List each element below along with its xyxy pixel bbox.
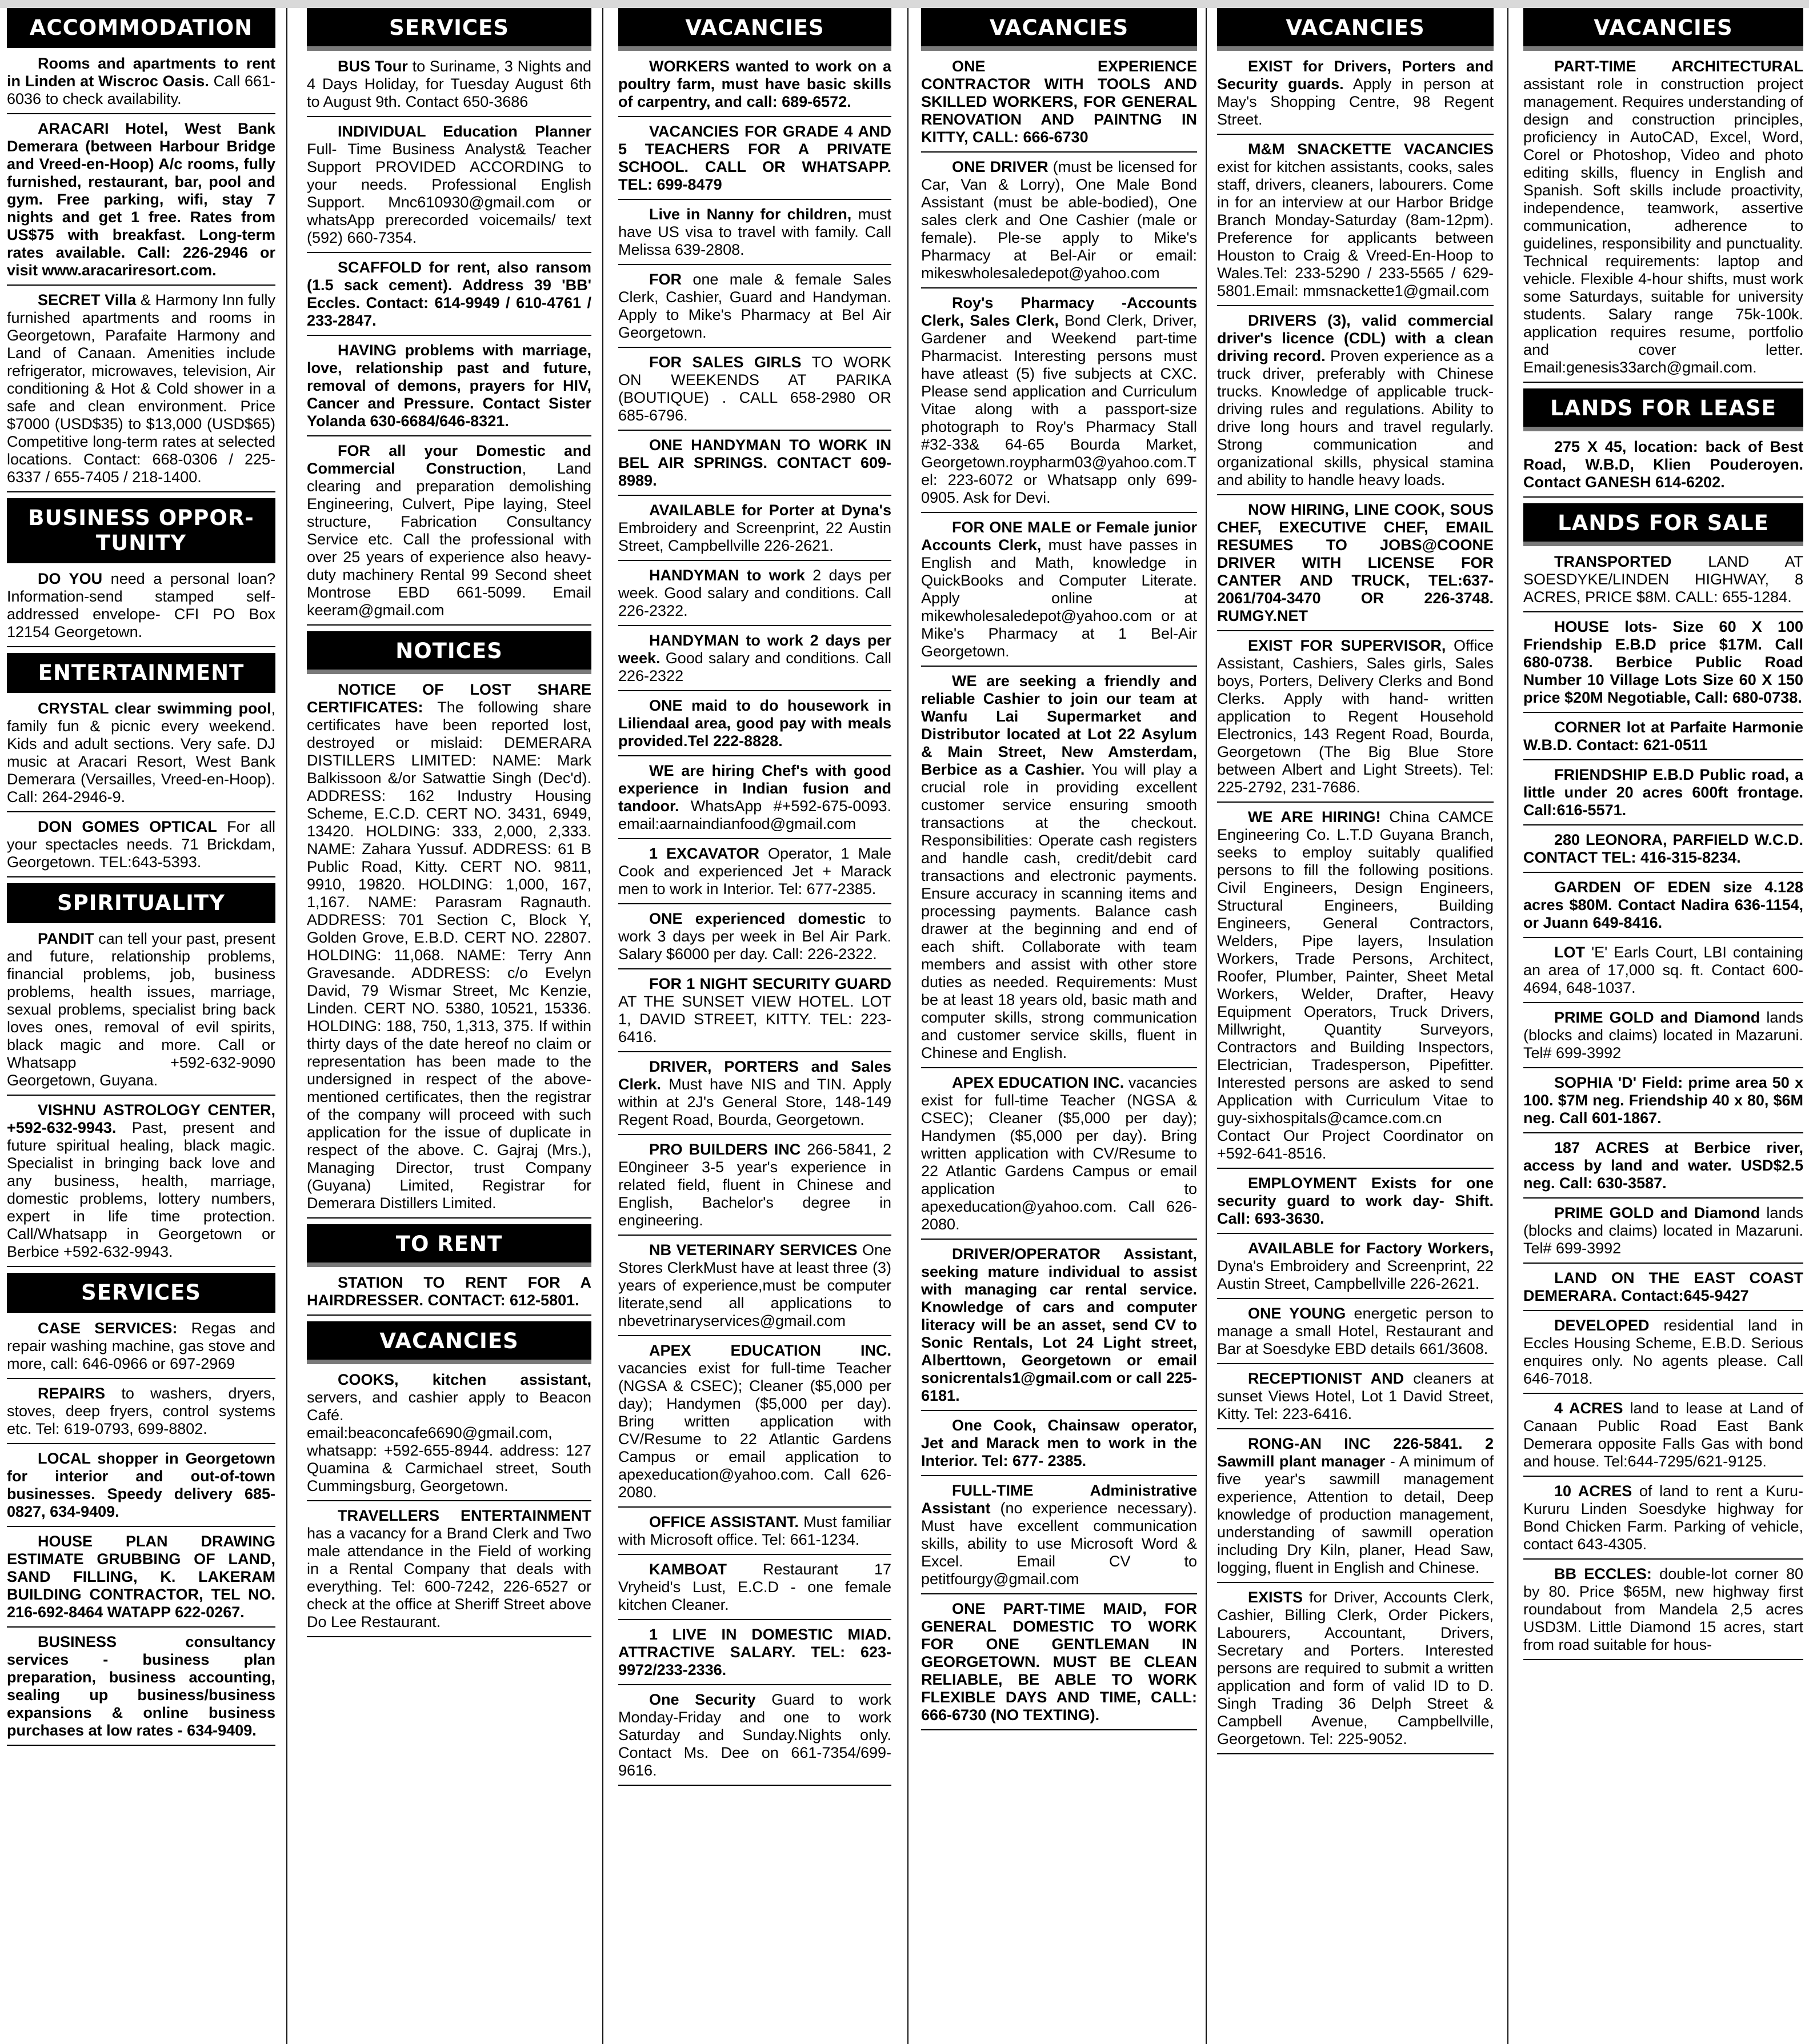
classified-ad <box>1217 58 1494 135</box>
ad-lead: BB ECCLES: <box>1554 1565 1652 1582</box>
ad-lead: DRIVER, PORTERS and Sales Clerk. <box>618 1058 891 1093</box>
classified-ad <box>618 58 891 117</box>
ad-lead: PANDIT <box>38 930 94 947</box>
classified-ad <box>1523 1565 1803 1660</box>
classified-ad <box>1523 1269 1803 1311</box>
classified-ad <box>921 294 1197 513</box>
section-header: VACANCIES <box>1217 8 1494 51</box>
section-header: LANDS FOR SALE <box>1523 503 1803 546</box>
classified-ad <box>618 1626 891 1685</box>
classified-ad <box>921 1074 1197 1240</box>
ad-body: Must familiar with Microsoft office. Tel: 661-1234. <box>618 1513 891 1548</box>
classified-ad <box>1523 1204 1803 1264</box>
ad-body: , family fun & picnic every weekend. Kids and adult sections. Very safe. DJ music at Aracari Resort, West Bank Demerara (Versailles, Vreed-en-Hoop). Call: 264-2946-9. <box>7 700 275 805</box>
classified-ad <box>618 271 891 348</box>
column-1 <box>7 8 275 2044</box>
ad-body: of land to rent a Kuru-Kururu Linden Soesdyke highway for Bond Chicken Farm. Parking of vehicle, contact 643-4305. <box>1523 1482 1803 1553</box>
ad-lead: COOKS, kitchen assistant, <box>338 1371 591 1388</box>
ad-lead: HANDYMAN to work <box>649 567 805 584</box>
ad-lead: INDIVIDUAL Education Planner <box>338 123 591 140</box>
classified-ad <box>618 1241 891 1336</box>
classified-ad <box>618 845 891 904</box>
ad-lead: WORKERS wanted to work on a poultry farm, must have basic skills of carpentry, and call: 689-6572. <box>618 58 891 110</box>
classified-ad <box>618 910 891 969</box>
ad-lead: One Security <box>649 1691 756 1708</box>
ad-lead: ONE YOUNG <box>1248 1305 1346 1322</box>
ad-body: need a personal loan? Information-send stamped self-addressed envelope- CFI PO Box 12154 Georgetown. <box>7 570 275 640</box>
section-header: VACANCIES <box>307 1321 591 1364</box>
ad-lead: PRIME GOLD and Diamond <box>1554 1204 1760 1221</box>
ad-lead: HOUSE lots- Size 60 X 100 Friendship E.B.D price $17M. Call 680-0738. Berbice Public Road Number 10 Village Lots Size 60 X 150 price $20M Negotiable, Call: 680-0738. <box>1523 618 1803 706</box>
ad-body: Operator, 1 Male Cook and experienced Jet + Marack men to work in Interior. Tel: 677-2385. <box>618 845 891 897</box>
ad-body: 266-5841, 2 E0ngineer 3-5 year's experience in related field, fluent in Chinese and English, Bachelor's degree in engineering. <box>618 1141 891 1229</box>
section-header: VACANCIES <box>1523 8 1803 51</box>
ad-body: Office Assistant, Cashiers, Sales girls, Sales boys, Porters, Delivery Clerks and Bond Clerks. Apply with hand- written application to Regent Household Electronics, 143 Regent Road, Bourda, Georgetown (The Big Blue Store between Albert and Light Streets). Tel: 225-2792, 231-7686. <box>1217 637 1494 796</box>
ad-body: exist for kitchen assistants, cooks, sales staff, drivers, cleaners, labourers. Come in for an interview at our Harbor Bridge Branch Monday-Saturday (8am-12pm). Preference for applicants between Houston to Craig & Vreed-En-Hoop to Wales.Tel: 233-5290 / 233-5565 / 629-5801.Email: mmsnackette1@gmail.com <box>1217 158 1494 299</box>
classified-ad <box>7 55 275 114</box>
classified-ad <box>7 1101 275 1267</box>
ad-lead: CORNER lot at Parfaite Harmonie W.B.D. Contact: 621-0511 <box>1523 719 1803 754</box>
ad-lead: FULL-TIME Administrative Assistant <box>921 1482 1197 1517</box>
classified-ad <box>618 354 891 431</box>
column-divider <box>1206 8 1207 2044</box>
section-header: VACANCIES <box>618 8 891 51</box>
ad-body: must have passes in English and Math, knowledge in QuickBooks and Computer Literate. Apply online at mikewholesaledepot@yahoo.com or at Mike's Pharmacy at 1 Bel-Air Georgetown. <box>921 536 1197 660</box>
classified-ad <box>618 1513 891 1555</box>
ad-body: Proven experience as a truck driver, preferably with Chinese trucks. Knowledge of applicable truck-driving rules and regulations. Ability to drive long hours and travel regularly. Strong communication and organizational skills, physical stamina and ability to handle heavy loads. <box>1217 347 1494 488</box>
top-border <box>0 0 1809 8</box>
classified-ad <box>7 818 275 877</box>
ad-lead: NB VETERINARY SERVICES <box>649 1241 858 1259</box>
ad-lead: HANDYMAN to work 2 days per week. <box>618 632 891 667</box>
classified-ad <box>618 436 891 496</box>
ad-lead: SECRET Villa <box>38 291 137 308</box>
ad-lead: AVAILABLE for Factory Workers, <box>1248 1240 1494 1257</box>
section-header: NOTICES <box>307 631 591 674</box>
classified-ad <box>1523 58 1803 383</box>
ad-lead: ONE DRIVER <box>952 158 1048 175</box>
classified-ad <box>1217 312 1494 495</box>
ad-lead: BUS Tour <box>338 58 408 75</box>
ad-lead: PRO BUILDERS INC <box>649 1141 801 1158</box>
ad-lead: VISHNU ASTROLOGY CENTER, +592-632-9943. <box>7 1101 275 1136</box>
ad-body: for Driver, Accounts Clerk, Cashier, Billing Clerk, Order Pickers, Labourers, Accountant, Drivers, Secretary and Porters. Interested persons are required to submit a written application and form of valid ID to D. Singh Trading 36 Delph Street & Campbell Avenue, Campbellville, Georgetown. Tel: 225-9052. <box>1217 1589 1494 1748</box>
ad-lead: DRIVERS (3), valid commercial driver's licence (CDL) with a clean driving record. <box>1217 312 1494 364</box>
ad-lead: 280 LEONORA, PARFIELD W.C.D. CONTACT TEL: 416-315-8234. <box>1523 831 1803 866</box>
classified-ad <box>1217 637 1494 803</box>
ad-lead: Roy's Pharmacy -Accounts Clerk, Sales Clerk, <box>921 294 1197 329</box>
ad-lead: M&M SNACKETTE VACANCIES <box>1248 141 1494 158</box>
ad-body: 2 days per week. Good salary and conditions. Call 226-2322. <box>618 567 891 619</box>
classified-ad <box>921 1245 1197 1411</box>
classified-ad <box>7 1533 275 1628</box>
column-2 <box>307 8 591 2044</box>
ad-body: lands (blocks and claims) located in Mazaruni. Tel# 699-3992 <box>1523 1009 1803 1061</box>
classified-ad <box>307 58 591 117</box>
classified-ad <box>1523 1400 1803 1477</box>
column-4 <box>921 8 1197 2044</box>
classified-ad <box>1523 1009 1803 1068</box>
ad-lead: TRANSPORTED <box>1554 553 1672 570</box>
classified-ad <box>1523 438 1803 498</box>
classified-ad <box>1523 1139 1803 1199</box>
ad-lead: EMPLOYMENT Exists for one security guard to work day- Shift. Call: 693-3630. <box>1217 1175 1494 1227</box>
classified-ad <box>307 442 591 626</box>
ad-lead: CASE SERVICES: <box>38 1320 178 1337</box>
ad-lead: GARDEN OF EDEN size 4.128 acres $80M. Contact Nadira 636-1154, or Juann 649-8416. <box>1523 879 1803 931</box>
ad-body: Regas and repair washing machine, gas stove and more, call: 646-0966 or 697-2969 <box>7 1320 275 1372</box>
ad-lead: FOR 1 NIGHT SECURITY GUARD <box>649 975 891 992</box>
classified-ad <box>1523 553 1803 612</box>
ad-lead: Rooms and apartments to rent in Linden at Wiscroc Oasis. <box>7 55 275 90</box>
classified-ad <box>307 123 591 253</box>
section-header: SERVICES <box>7 1273 275 1313</box>
classified-ad <box>618 975 891 1052</box>
ad-lead: SOPHIA 'D' Field: prime area 50 x 100. $7M neg. Friendship 40 x 80, $6M neg. Call 601-1867. <box>1523 1074 1803 1127</box>
ad-body: AT THE SUNSET VIEW HOTEL. LOT 1, DAVID STREET, KITTY. TEL: 223-6416. <box>618 993 891 1045</box>
column-divider <box>907 8 908 2044</box>
classified-ad <box>618 123 891 200</box>
ad-body: & Harmony Inn fully furnished apartments and rooms in Georgetown, Parafaite Harmony and Land of Canaan. Amenities include refrigerator, microwaves, television, Air conditioning & Hot & Cold shower in a safe and clean environment. Price $7000 (USD$35) to $13,000 (USD$65) Competitive long-term rates at selected locations. Contact: 668-0306 / 225-6337 / 655-7405 / 218-1400. <box>7 291 275 486</box>
classified-ad <box>618 632 891 691</box>
ad-lead: 1 EXCAVATOR <box>649 845 759 862</box>
classified-ad <box>7 1385 275 1444</box>
classified-ad <box>307 259 591 336</box>
section-header: ENTERTAINMENT <box>7 653 275 693</box>
ad-body: to Suriname, 3 Nights and 4 Days Holiday, for Tuesday August 6th to August 9th. Contact 650-3686 <box>307 58 591 110</box>
classified-ad <box>618 567 891 626</box>
ad-body: cleaners at sunset Views Hotel, Lot 1 David Street, Kitty. Tel: 223-6416. <box>1217 1370 1494 1422</box>
ad-lead: 275 X 45, location: back of Best Road, W.B.D, Klien Pouderoyen. Contact GANESH 614-6202. <box>1523 438 1803 491</box>
classified-ad <box>1217 1175 1494 1234</box>
ad-lead: NOTICE OF LOST SHARE CERTIFICATES: <box>307 681 591 716</box>
classified-ad <box>307 1507 591 1637</box>
classified-ad <box>921 158 1197 288</box>
ad-lead: LOT <box>1554 944 1585 961</box>
ad-body: Apply in person at May's Shopping Centre, 98 Regent Street. <box>1217 75 1494 128</box>
classified-ad <box>1523 1074 1803 1133</box>
classified-ad <box>7 930 275 1096</box>
ad-lead: RONG-AN INC 226-5841. 2 Sawmill plant manager <box>1217 1435 1494 1470</box>
ad-lead: ONE PART-TIME MAID, FOR GENERAL DOMESTIC TO WORK FOR ONE GENTLEMAN IN GEORGETOWN. MUST BE CLEAN RELIABLE, BE ABLE TO WORK FLEXIBLE DAYS AND TIME, CALL: 666-6730 (NO TEXTING). <box>921 1600 1197 1724</box>
ad-body: one male & female Sales Clerk, Cashier, Guard and Handyman. Apply to Mike's Pharmacy at Bel Air Georgetown. <box>618 271 891 341</box>
classified-ad <box>1523 879 1803 938</box>
ad-body: Full- Time Business Analyst& Teacher Support PROVIDED ACCORDING to your needs. Professional English Support. Mnc610930@gmail.com or whatsApp prerecorded voicemails/ text (592) 660-7354. <box>307 141 591 246</box>
classified-ad <box>1217 808 1494 1169</box>
section-header: LANDS FOR LEASE <box>1523 388 1803 431</box>
ad-lead: WE are seeking a friendly and reliable Cashier to join our team at Wanfu Lai Supermarket and Distributor located at Lot 22 Asylum & Main Street, New Amsterdam, Berbice as a Cashier. <box>921 672 1197 778</box>
classified-ad <box>1217 1589 1494 1754</box>
ad-body: to work 3 days per week in Bel Air Park. Salary $6000 per day. Call: 226-2322. <box>618 910 891 963</box>
ad-body: Restaurant 17 Vryheid's Lust, E.C.D - one female kitchen Cleaner. <box>618 1561 891 1613</box>
classified-ad <box>307 681 591 1219</box>
ad-lead: KAMBOAT <box>649 1561 727 1578</box>
ad-body: The following share certificates have been reported lost, destroyed or mislaid: DEMERARA DISTILLERS LIMITED: NAME: Mark Balkissoon &/or Satwattie Singh (Dec'd). ADDRESS: 162 Industry Housing Scheme, E.C.D. CERT NO. 3431, 6949, 13420. HOLDING: 333, 2,000, 2,333. NAME: Zahara Yussuf. ADDRESS: 61 B Public Road, Kitty. CERT NO. 9811, 9910, 19820. HOLDING: 1,000, 167, 1,167. NAME: Parasram Ragnauth. ADDRESS: 701 Section C, Block Y, Golden Grove, E.B.D. CERT NO. 22807. HOLDING: 11,068. NAME: Terry Ann Gravesande. ADDRESS: c/o Evelyn David, 79 Wismar Street, Mc Kenzie, Linden. CERT NO. 5380, 10521, 15336. HOLDING: 188, 750, 1,313, 375. If within thirty days of the date hereof no claim or representation has been made to the undersigned in respect of the above-mentioned certificates, then the registrar of the company will proceed with such application for the issue of duplicate in respect of the above. C. Gajraj (Mrs.), Managing Director, trust Company (Guyana) Limited, Registrar for Demerara Distillers Limited. <box>307 699 591 1212</box>
classified-ad <box>1217 1305 1494 1364</box>
ad-lead: BUSINESS consultancy services - business plan preparation, business accounting, sealing up business/business expansions & online business purchases at low rates - 634-9409. <box>7 1633 275 1739</box>
classified-ad <box>1523 1482 1803 1560</box>
ad-lead: RECEPTIONIST AND <box>1248 1370 1404 1387</box>
classified-ad <box>618 697 891 756</box>
ad-lead: WE ARE HIRING! <box>1248 808 1381 825</box>
classified-ad <box>618 762 891 839</box>
ad-body: residential land in Eccles Housing Scheme, E.B.D. Serious enquires only. No agents please. Call 646-7018. <box>1523 1317 1803 1387</box>
classified-ad <box>618 1561 891 1620</box>
classified-ad <box>921 519 1197 667</box>
classified-ad <box>921 672 1197 1068</box>
classified-ad <box>1523 944 1803 1003</box>
ad-body: has a vacancy for a Brand Clerk and Two male attendance in the Field of working in a Rental Company that deals with everything. Tel: 600-7242, 226-6527 or check at the office at Sheriff Street above Do Lee Restaurant. <box>307 1525 591 1630</box>
classified-ad <box>7 1633 275 1746</box>
ad-body: , Land clearing and preparation demolishing Engineering, Culvert, Pipe laying, Steel structure, Fabrication Consultancy Service etc. Call the professional with over 25 years of experience also heavy-duty machinery Rental 99 Second sheet Montrose EBD 661-5099. Email keeram@gmail.com <box>307 460 591 619</box>
classified-ad <box>7 1320 275 1379</box>
ad-lead: SCAFFOLD for rent, also ransom (1.5 sack cement). Address 39 'BB' Eccles. Contact: 614-9949 / 610-4761 / 233-2847. <box>307 259 591 329</box>
ad-body: must have US visa to travel with family. Call Melissa 639-2808. <box>618 206 891 258</box>
column-5 <box>1217 8 1494 2044</box>
classified-ad <box>307 342 591 436</box>
ad-body: For all your spectacles needs. 71 Brickdam, Georgetown. TEL:643-5393. <box>7 818 275 871</box>
ad-lead: LOCAL shopper in Georgetown for interior and out-of-town businesses. Speedy delivery 685-0827, 634-9409. <box>7 1450 275 1520</box>
ad-body: lands (blocks and claims) located in Mazaruni. Tel# 699-3992 <box>1523 1204 1803 1257</box>
ad-lead: REPAIRS <box>38 1385 106 1402</box>
ad-body: land to lease at Land of Canaan Public Road East Bank Demerara opposite Falls Gas with bond and house. Tel:644-7295/621-9125. <box>1523 1400 1803 1470</box>
classified-ad <box>618 206 891 265</box>
ad-lead: HOUSE PLAN DRAWING ESTIMATE GRUBBING OF LAND, SAND FILLING, K. LAKERAM BUILDING CONTRACTOR, TEL NO. 216-692-8464 WATAPP 622-0267. <box>7 1533 275 1621</box>
classified-ad <box>7 700 275 812</box>
ad-body: LAND AT SOESDYKE/LINDEN HIGHWAY, 8 ACRES, PRICE $8M. CALL: 655-1284. <box>1523 553 1803 606</box>
classified-ad <box>307 1274 591 1316</box>
ad-body: assistant role in construction project management. Requires understanding of design and construction principles, proficiency in AutoCAD, Excel, Word, Corel or Photoshop, Video and photo editing skills, fluency in English and Spanish. Soft skills include proactivity, independence, teamwork, assertive communication, adherence to guidelines, responsibility and punctuality. Technical requirements: laptop and vehicle. Flexible 4-hour shifts, must work some Saturdays, suitable for university students. Salary range 75k-100k. application requires resume, portfolio and cover letter. Email:genesis33arch@gmail.com. <box>1523 75 1803 376</box>
ad-body: (must be licensed for Car, Van & Lorry), One Male Bond Assistant (must be able-bodied), One sales clerk and One Cashier (male or female). Ple-se apply to Mike's Pharmacy at Bel-Air or email: mikeswholesaledepot@yahoo.com <box>921 158 1197 282</box>
ad-body: vacancies exist for full-time Teacher (NGSA & CSEC); Cleaner ($5,000 per day); Handymen ($5,000 per day). Bring written application with CV/Resume to 22 Atlantic Gardens Campus or email application to apexeducation@yahoo.com. Call 626-2080. <box>921 1074 1197 1233</box>
column-divider <box>602 8 603 2044</box>
classified-ad <box>1217 1435 1494 1583</box>
section-header: VACANCIES <box>921 8 1197 51</box>
section-header: TO RENT <box>307 1224 591 1267</box>
ad-lead: PRIME GOLD and Diamond <box>1554 1009 1760 1026</box>
classified-ad <box>307 1371 591 1501</box>
classified-ad <box>921 1600 1197 1730</box>
column-6 <box>1523 8 1803 2044</box>
ad-lead: EXIST FOR SUPERVISOR, <box>1248 637 1446 654</box>
classified-ad <box>921 1417 1197 1476</box>
ad-body: 'E' Earls Court, LBI containing an area of 17,000 sq. ft. Contact 600-4694, 648-1037. <box>1523 944 1803 996</box>
ad-body: WhatsApp #+592-675-0093. email:aarnaindianfood@gmail.com <box>618 797 891 832</box>
ad-lead: FOR all your Domestic and Commercial Construction <box>307 442 591 477</box>
classified-ad <box>921 1482 1197 1594</box>
classified-ad <box>7 291 275 492</box>
ad-lead: 1 LIVE IN DOMESTIC MIAD. ATTRACTIVE SALARY. TEL: 623-9972/233-2336. <box>618 1626 891 1678</box>
classified-ad <box>618 1058 891 1135</box>
ad-body: Guard to work Monday-Friday and one to work Saturday and Sunday.Nights only. Contact Ms. Dee on 661-7354/699-9616. <box>618 1691 891 1779</box>
ad-lead: ONE maid to do housework in Liliendaal area, good pay with meals provided.Tel 222-8828. <box>618 697 891 750</box>
ad-body: You will play a crucial role in providing excellent customer service ensuring smooth transactions at the checkout. Responsibilities: Operate cash registers and handle cash, credit/debit card transactions and electronic payments. Ensure accuracy in scanning items and processing payments. Balance cash drawer at the beginning and end of each shift. Collaborate with team members and assist with other store duties as needed. Requirements: Must be at least 18 years old, basic math and computer skills, strong communication and customer service skills, fluent in Chinese and English. <box>921 761 1197 1061</box>
ad-lead: FOR <box>649 271 682 288</box>
ad-lead: ONE HANDYMAN TO WORK IN BEL AIR SPRINGS. CONTACT 609-8989. <box>618 436 891 489</box>
ad-body: (no experience necessary). Must have excellent communication skills, ability to use Microsoft Word & Excel. Email CV to petitfourgy@gmail.com <box>921 1500 1197 1588</box>
ad-lead: FOR ONE MALE or Female junior Accounts Clerk, <box>921 519 1197 554</box>
ad-body: to washers, dryers, stoves, deep fryers, control systems etc. Tel: 619-0793, 699-8802. <box>7 1385 275 1437</box>
classified-ad <box>1523 618 1803 713</box>
ad-body: One Stores ClerkMust have at least three (3) years of experience,must be computer literate,send all applications to nbevetrinaryservices@gmail.com <box>618 1241 891 1329</box>
ad-lead: 187 ACRES at Berbice river, access by land and water. USD$2.5 neg. Call: 630-3587. <box>1523 1139 1803 1192</box>
ad-lead: EXISTS <box>1248 1589 1303 1606</box>
ad-lead: 10 ACRES <box>1554 1482 1632 1500</box>
ad-body: China CAMCE Engineering Co. L.T.D Guyana Branch, seeks to employ suitably qualified persons to fill the following positions. Civil Engineers, Design Engineers, Structural Engineers, Building Engineers, General Contractors, Welders, Pipe layers, Insulation Workers, Trade Persons, Architect, Roofer, Plumber, Painter, Sheet Metal Workers, Welder, Drafter, Heavy Equipment Operators, Truck Drivers, Millwright, Quantity Surveyors, Contractors and Building Inspectors, Electrician, Tradesperson, Pipefitter. Interested persons are asked to send Application with Curriculum Vitae to guy-sixhospitals@camce.com.cn Contact Our Project Coordinator on +592-641-8516. <box>1217 808 1494 1162</box>
ad-body: Must have NIS and TIN. Apply within at 2J's General Store, 148-149 Regent Road, Bourda, Georgetown. <box>618 1076 891 1128</box>
ad-lead: APEX EDUCATION INC. <box>649 1342 891 1359</box>
classified-ad <box>1217 501 1494 631</box>
classified-ad <box>618 1141 891 1236</box>
ad-lead: DON GOMES OPTICAL <box>38 818 217 835</box>
ad-body: Good salary and conditions. Call 226-2322 <box>618 650 891 684</box>
classified-ad <box>1217 1370 1494 1429</box>
ad-lead: DEVELOPED <box>1554 1317 1650 1334</box>
column-divider <box>286 8 287 2044</box>
classified-ad <box>7 1450 275 1527</box>
ad-lead: HAVING problems with marriage, love, relationship past and future, removal of demons, prayers for HIV, Cancer and Pressure. Contact Sister Yolanda 630-6684/646-8321. <box>307 342 591 430</box>
ad-body: Call 661-6036 to check availability. <box>7 73 275 107</box>
section-header: ACCOMMODATION <box>7 8 275 48</box>
ad-lead: STATION TO RENT FOR A HAIRDRESSER. CONTACT: 612-5801. <box>307 1274 591 1309</box>
ad-lead: DRIVER/OPERATOR Assistant, seeking mature individual to assist with managing car rental service. Knowledge of cars and computer literacy will be an asset, send CV to Sonic Rentals, Lot 24 Light street, Alberttown, Georgetown or email sonicrentals1@gmail.com or call 225-6181. <box>921 1245 1197 1404</box>
section-header: BUSINESS OPPOR-TUNITY <box>7 498 275 563</box>
ad-body: Dyna's Embroidery and Screenprint, 22 Austin Street, Campbellville 226-2621. <box>1217 1257 1494 1292</box>
ad-body: Bond Clerk, Driver, Gardener and Weekend part-time Pharmacist. Interesting persons must have atleast (5) five subjects at CXC. Please send application and Curriculum Vitae along with a passport-size photograph to Roy's Pharmacy Stall #32-33& 64-65 Bourda Market, Georgetown.roypharm03@yahoo.com.Tel: 223-6072 or Whatsapp only 699-0905. Ask for Devi. <box>921 312 1197 506</box>
classified-ad <box>618 502 891 561</box>
column-divider <box>1507 8 1508 2044</box>
ad-lead: ONE EXPERIENCE CONTRACTOR WITH TOOLS AND SKILLED WORKERS, FOR GENERAL RENOVATION AND PAINTNG IN KITTY, CALL: 666-6730 <box>921 58 1197 146</box>
ad-lead: Live in Nanny for children, <box>649 206 852 223</box>
ad-lead: One Cook, Chainsaw operator, Jet and Marack men to work in the Interior. Tel: 677- 2385. <box>921 1417 1197 1469</box>
section-header: SERVICES <box>307 8 591 51</box>
ad-lead: 4 ACRES <box>1554 1400 1623 1417</box>
ad-body: energetic person to manage a small Hotel, Restaurant and Bar at Soesdyke EBD details 661/3608. <box>1217 1305 1494 1357</box>
ad-lead: FOR SALES GIRLS <box>649 354 802 371</box>
ad-lead: WE are hiring Chef's with good experience in Indian fusion and tandoor. <box>618 762 891 815</box>
ad-lead: ARACARI Hotel, West Bank Demerara (between Harbour Bridge and Vreed-en-Hoop) A/c rooms, fully furnished, restaurant, bar, pool and gym. Free parking, wifi, stay 7 nights and get 1 free. Rates from US$75 with breakfast. Long-term rates available. Call: 226-2946 or visit www.aracariresort.com. <box>7 120 275 279</box>
ad-lead: AVAILABLE for Porter at Dyna's <box>649 502 891 519</box>
classified-ad <box>7 120 275 286</box>
ad-lead: DO YOU <box>38 570 103 587</box>
ad-lead: NOW HIRING, LINE COOK, SOUS CHEF, EXECUTIVE CHEF, EMAIL RESUMES TO JOBS@COONE DRIVER WITH LICENSE FOR CANTER AND TRUCK, TEL:637-2061/704-3470 OR 226-3748. RUMGY.NET <box>1217 501 1494 624</box>
ad-body: TO WORK ON WEEKENDS AT PARIKA (BOUTIQUE) . CALL 658-2980 OR 685-6796. <box>618 354 891 424</box>
ad-lead: ONE experienced domestic <box>649 910 866 927</box>
classified-ad <box>1217 1240 1494 1299</box>
ad-body: Embroidery and Screenprint, 22 Austin Street, Campbellville 226-2621. <box>618 519 891 554</box>
column-3 <box>618 8 891 2044</box>
ad-body: can tell your past, present and future, relationship problems, financial problems, job, business problems, health issues, marriage, sexual problems, specialist bring back loves ones, removal of evil spirits, black magic and more. Call or Whatsapp +592-632-9090 Georgetown, Guyana. <box>7 930 275 1089</box>
ad-lead: TRAVELLERS ENTERTAINMENT <box>338 1507 591 1524</box>
classified-ad <box>7 570 275 647</box>
ad-lead: VACANCIES FOR GRADE 4 AND 5 TEACHERS FOR A PRIVATE SCHOOL. CALL OR WHATSAPP. TEL: 699-8479 <box>618 123 891 193</box>
ad-lead: PART-TIME ARCHITECTURAL <box>1554 58 1803 75</box>
section-header: SPIRITUALITY <box>7 883 275 923</box>
ad-lead: APEX EDUCATION INC. <box>952 1074 1124 1091</box>
ad-lead: FRIENDSHIP E.B.D Public road, a little under 20 acres 600ft frontage. Call:616-5571. <box>1523 766 1803 819</box>
ad-lead: OFFICE ASSISTANT. <box>649 1513 799 1530</box>
ad-body: - A minimum of five year's sawmill management experience, Attention to detail, Deep knowledge of production management, understanding of sawmill operation including Dry Kiln, planer, Head Saw, logging, fluent in English and Chinese. <box>1217 1453 1494 1576</box>
ad-body: vacancies exist for full-time Teacher (NGSA & CSEC); Cleaner ($5,000 per day); Handymen ($5,000 per day). Bring written application with CV/Resume to 22 Atlantic Gardens Campus or email application to apexeducation@yahoo.com. Call 626-2080. <box>618 1360 891 1501</box>
classified-ad <box>1523 766 1803 825</box>
classified-ad <box>1217 141 1494 306</box>
classified-ad <box>1523 1317 1803 1394</box>
classified-ad <box>1523 831 1803 873</box>
ad-body: double-lot corner 80 by 80. Price $65M, new highway first roundabout from Mandela 2,5 acres USD3M. Little Diamond 15 acres, start from road suitable for hous- <box>1523 1565 1803 1653</box>
ad-lead: LAND ON THE EAST COAST DEMERARA. Contact:645-9427 <box>1523 1269 1803 1304</box>
ad-lead: CRYSTAL clear swimming pool <box>38 700 271 717</box>
ad-body: Past, present and future spiritual healing, black magic. Specialist in bringing back love and any business, health, marriage, domestic problems, lottery numbers, expert in life time protection. Call/Whatsapp in Georgetown or Berbice +592-632-9943. <box>7 1119 275 1260</box>
classified-ad <box>618 1342 891 1508</box>
classified-ad <box>921 58 1197 153</box>
classified-ad <box>618 1691 891 1786</box>
classified-ad <box>1523 719 1803 760</box>
ad-lead: EXIST for Drivers, Porters and Security guards. <box>1217 58 1494 93</box>
ad-body: servers, and cashier apply to Beacon Café. email:beaconcafe6690@gmail.com, whatsapp: +592-655-8944. address: 127 Quamina & Carmichael street, South Cummingsburg, Georgetown. <box>307 1389 591 1494</box>
